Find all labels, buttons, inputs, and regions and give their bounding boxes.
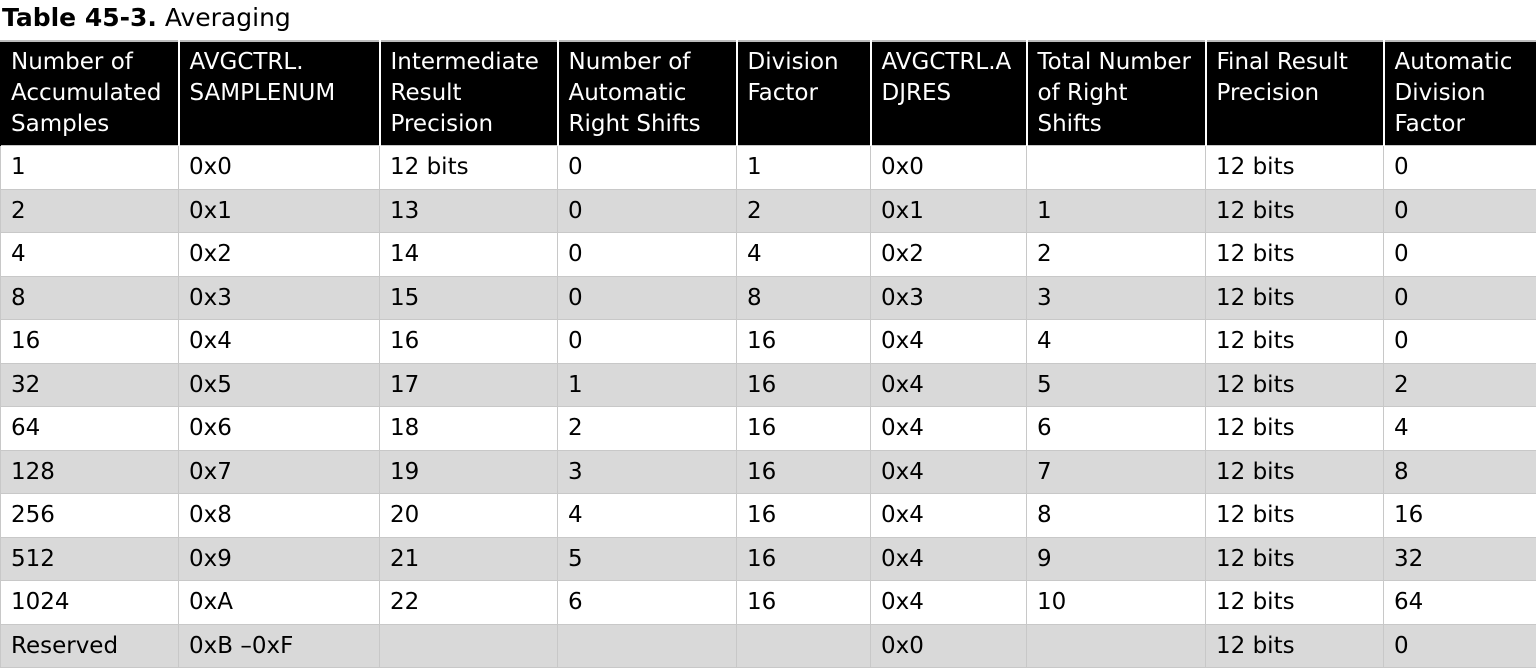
table-cell: 16 bbox=[737, 363, 871, 407]
table-cell: 0x3 bbox=[871, 276, 1027, 320]
table-cell: 0 bbox=[1384, 624, 1536, 668]
table-cell: 20 bbox=[380, 494, 558, 538]
table-cell: 0x1 bbox=[871, 189, 1027, 233]
table-cell: 128 bbox=[1, 450, 179, 494]
table-cell: 10 bbox=[1027, 581, 1206, 625]
table-cell: 1 bbox=[1027, 189, 1206, 233]
table-cell: 8 bbox=[1027, 494, 1206, 538]
table-row bbox=[1, 494, 1536, 538]
table-cell: 0x7 bbox=[179, 450, 380, 494]
column-header-line: Total Number bbox=[1038, 47, 1205, 78]
column-header-line: Division bbox=[748, 47, 870, 78]
table-cell bbox=[737, 624, 871, 668]
table-cell: 0x8 bbox=[179, 494, 380, 538]
table-cell: 3 bbox=[558, 450, 737, 494]
table-row bbox=[1, 363, 1536, 407]
table-cell: 18 bbox=[380, 407, 558, 451]
column-header-line: Automatic bbox=[569, 78, 736, 109]
table-cell: 7 bbox=[1027, 450, 1206, 494]
column-header-line: SAMPLENUM bbox=[190, 78, 379, 109]
table-cell: 9 bbox=[1027, 537, 1206, 581]
table-cell: 0 bbox=[558, 276, 737, 320]
column-header-line: Right Shifts bbox=[569, 109, 736, 140]
table-cell: 0x0 bbox=[871, 146, 1027, 190]
column-header bbox=[179, 41, 380, 146]
table-cell: 13 bbox=[380, 189, 558, 233]
table-cell: 16 bbox=[737, 320, 871, 364]
table-cell: 12 bits bbox=[1206, 363, 1384, 407]
table-cell: 5 bbox=[558, 537, 737, 581]
table-cell: 16 bbox=[737, 407, 871, 451]
column-header bbox=[1, 41, 179, 146]
column-header bbox=[1384, 41, 1536, 146]
table-cell: 0x4 bbox=[871, 363, 1027, 407]
table-cell: 0 bbox=[1384, 189, 1536, 233]
table-cell: 32 bbox=[1384, 537, 1536, 581]
table-cell bbox=[380, 624, 558, 668]
table-header-row bbox=[1, 41, 1536, 146]
table-cell: 1024 bbox=[1, 581, 179, 625]
table-cell: 12 bits bbox=[1206, 233, 1384, 277]
table-cell: 3 bbox=[1027, 276, 1206, 320]
column-header-line: Result bbox=[391, 78, 557, 109]
table-row bbox=[1, 276, 1536, 320]
table-cell: 0 bbox=[558, 146, 737, 190]
table-cell: 0xB –0xF bbox=[179, 624, 380, 668]
table-cell: 0 bbox=[1384, 146, 1536, 190]
column-header-line: Intermediate bbox=[391, 47, 557, 78]
table-cell: Reserved bbox=[1, 624, 179, 668]
column-header-line: DJRES bbox=[882, 78, 1026, 109]
table-cell: 12 bits bbox=[1206, 450, 1384, 494]
table-cell: 2 bbox=[1027, 233, 1206, 277]
table-cell: 12 bits bbox=[1206, 537, 1384, 581]
table-cell: 16 bbox=[737, 537, 871, 581]
table-cell: 6 bbox=[1027, 407, 1206, 451]
table-cell bbox=[558, 624, 737, 668]
table-cell bbox=[1027, 624, 1206, 668]
table-row bbox=[1, 320, 1536, 364]
table-title: Averaging bbox=[165, 3, 291, 32]
table-cell: 6 bbox=[558, 581, 737, 625]
column-header-line: Precision bbox=[391, 109, 557, 140]
table-row bbox=[1, 233, 1536, 277]
table-cell: 512 bbox=[1, 537, 179, 581]
column-header-line: Final Result bbox=[1217, 47, 1383, 78]
table-row bbox=[1, 407, 1536, 451]
table-cell: 0x4 bbox=[871, 320, 1027, 364]
table-cell: 0x2 bbox=[871, 233, 1027, 277]
column-header-line: AVGCTRL. bbox=[190, 47, 379, 78]
column-header-line: Factor bbox=[1395, 109, 1536, 140]
table-cell: 0 bbox=[558, 320, 737, 364]
table-cell: 21 bbox=[380, 537, 558, 581]
table-cell: 2 bbox=[1384, 363, 1536, 407]
column-header bbox=[558, 41, 737, 146]
table-row bbox=[1, 581, 1536, 625]
table-cell: 32 bbox=[1, 363, 179, 407]
table-cell: 22 bbox=[380, 581, 558, 625]
table-cell: 16 bbox=[1384, 494, 1536, 538]
table-cell: 0x2 bbox=[179, 233, 380, 277]
table-cell: 4 bbox=[1027, 320, 1206, 364]
table-cell: 12 bits bbox=[1206, 189, 1384, 233]
table-caption bbox=[0, 0, 1536, 40]
table-cell: 16 bbox=[737, 494, 871, 538]
table-cell: 1 bbox=[1, 146, 179, 190]
table-cell: 5 bbox=[1027, 363, 1206, 407]
table-cell: 12 bits bbox=[1206, 624, 1384, 668]
table-cell: 15 bbox=[380, 276, 558, 320]
table-cell: 0x4 bbox=[179, 320, 380, 364]
table-cell: 2 bbox=[1, 189, 179, 233]
table-cell: 12 bits bbox=[380, 146, 558, 190]
column-header-line: Shifts bbox=[1038, 109, 1205, 140]
column-header-line: Automatic bbox=[1395, 47, 1536, 78]
table-body bbox=[1, 146, 1536, 668]
table-cell: 8 bbox=[1, 276, 179, 320]
table-cell: 256 bbox=[1, 494, 179, 538]
table-cell: 17 bbox=[380, 363, 558, 407]
table-row bbox=[1, 537, 1536, 581]
table-cell: 0xA bbox=[179, 581, 380, 625]
column-header bbox=[380, 41, 558, 146]
column-header-line: of Right bbox=[1038, 78, 1205, 109]
table-row bbox=[1, 450, 1536, 494]
table-cell: 0 bbox=[558, 189, 737, 233]
table-cell: 0x0 bbox=[871, 624, 1027, 668]
table-cell: 4 bbox=[737, 233, 871, 277]
table-cell: 12 bits bbox=[1206, 494, 1384, 538]
table-cell: 0x4 bbox=[871, 494, 1027, 538]
column-header-line: Accumulated bbox=[11, 78, 178, 109]
table-cell: 0 bbox=[558, 233, 737, 277]
table-cell: 16 bbox=[1, 320, 179, 364]
table-cell: 4 bbox=[1, 233, 179, 277]
table-cell: 1 bbox=[737, 146, 871, 190]
table-cell: 8 bbox=[737, 276, 871, 320]
table-cell: 12 bits bbox=[1206, 581, 1384, 625]
column-header bbox=[737, 41, 871, 146]
column-header bbox=[1027, 41, 1206, 146]
column-header-line: Precision bbox=[1217, 78, 1383, 109]
column-header-line: AVGCTRL.A bbox=[882, 47, 1026, 78]
column-header bbox=[1206, 41, 1384, 146]
table-cell: 4 bbox=[1384, 407, 1536, 451]
table-cell: 12 bits bbox=[1206, 320, 1384, 364]
column-header-line: Division bbox=[1395, 78, 1536, 109]
table-cell: 0x3 bbox=[179, 276, 380, 320]
table-cell: 19 bbox=[380, 450, 558, 494]
table-cell: 12 bits bbox=[1206, 276, 1384, 320]
column-header-line: Samples bbox=[11, 109, 178, 140]
table-cell: 0 bbox=[1384, 320, 1536, 364]
column-header bbox=[871, 41, 1027, 146]
table-cell: 0x6 bbox=[179, 407, 380, 451]
table-cell: 64 bbox=[1384, 581, 1536, 625]
table-cell: 2 bbox=[558, 407, 737, 451]
table-cell: 64 bbox=[1, 407, 179, 451]
table-cell: 0x5 bbox=[179, 363, 380, 407]
table-cell: 0x4 bbox=[871, 450, 1027, 494]
table-cell: 0x4 bbox=[871, 537, 1027, 581]
table-cell: 0x9 bbox=[179, 537, 380, 581]
table-cell: 4 bbox=[558, 494, 737, 538]
column-header-line: Number of bbox=[11, 47, 178, 78]
column-header-line: Factor bbox=[748, 78, 870, 109]
table-cell: 16 bbox=[380, 320, 558, 364]
table-cell: 1 bbox=[558, 363, 737, 407]
table-cell: 0x4 bbox=[871, 407, 1027, 451]
table-cell: 0x1 bbox=[179, 189, 380, 233]
table-row bbox=[1, 624, 1536, 668]
table-cell: 0 bbox=[1384, 233, 1536, 277]
table-cell: 12 bits bbox=[1206, 407, 1384, 451]
table-cell: 0x4 bbox=[871, 581, 1027, 625]
table-cell: 0x0 bbox=[179, 146, 380, 190]
column-header-line: Number of bbox=[569, 47, 736, 78]
table-cell: 16 bbox=[737, 450, 871, 494]
table-cell: 0 bbox=[1384, 276, 1536, 320]
table-row bbox=[1, 189, 1536, 233]
table-cell: 14 bbox=[380, 233, 558, 277]
table-cell: 12 bits bbox=[1206, 146, 1384, 190]
table-cell: 16 bbox=[737, 581, 871, 625]
table-cell bbox=[1027, 146, 1206, 190]
table-number: Table 45-3. bbox=[2, 3, 157, 32]
table-cell: 2 bbox=[737, 189, 871, 233]
averaging-table bbox=[0, 40, 1536, 668]
table-row bbox=[1, 146, 1536, 190]
table-cell: 8 bbox=[1384, 450, 1536, 494]
